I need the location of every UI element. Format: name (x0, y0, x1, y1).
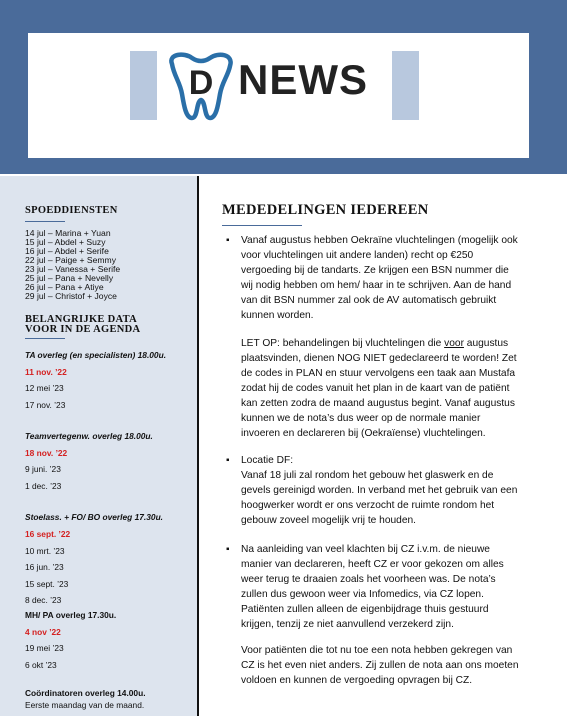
meeting-heading: Coördinatoren overleg 14.00u. (25, 688, 146, 698)
text-fragment: augustus (463, 338, 509, 349)
bullet-icon: ▪ (226, 544, 230, 555)
duties-rule (25, 221, 65, 222)
meeting-heading: MH/ PA overleg 17.30u. (25, 610, 117, 620)
duties-title: SPOEDDIENSTEN (25, 205, 118, 216)
text-line: CZ is het even niet anders. Zij zullen de nota aan ons moeten (241, 660, 519, 671)
duty-item: 29 jul – Christof + Joyce (25, 291, 117, 301)
text-line: plaatsvinden, dienen NOG NIET gedeclareerd te worden! Zet (241, 353, 517, 364)
text-line: invoeren en declareren bij (Oekraïense) vluchtelingen. (241, 428, 486, 439)
text-line (241, 336, 546, 351)
text-line: wij nodig hebben om hem/ haar in te schrijven. Aan de hand (241, 280, 512, 291)
text-line: vergoeding bij de tandarts. Ze krijgen een BSN nummer die (241, 265, 509, 276)
text-line: Locatie DF: (241, 455, 294, 466)
meeting-date: 19 mei ’23 (25, 643, 64, 653)
meeting-date: 17 nov. ’23 (25, 400, 66, 410)
duty-item: 14 jul – Marina + Yuan (25, 228, 111, 238)
meeting-date: 16 sept. ’22 (25, 529, 71, 539)
duty-item: 22 jul – Paige + Semmy (25, 255, 116, 265)
text-line: kunnen we de nota’s dus weer op de normale manier (241, 413, 481, 424)
text-line: Na aanleiding van veel klachten bij CZ i.v.m. de nieuwe (241, 544, 490, 555)
text-line: weer terug te draaien zoals het voorheen was. De nota’s (241, 574, 496, 585)
dates-title: VOOR IN DE AGENDA (25, 324, 141, 335)
meeting-note: Eerste maandag van de maand. (25, 700, 145, 710)
tooth-logo-icon (160, 50, 242, 122)
text-line: de codes in PLAN en stuur vervolgens een taak aan Mustafa (241, 368, 516, 379)
duty-item: 15 jul – Abdel + Suzy (25, 237, 106, 247)
text-line: hoogwerker wordt er ons verzocht de ruimte rondom het (241, 500, 495, 511)
meeting-date: 9 juni. ’23 (25, 464, 61, 474)
announcement-refugees (241, 233, 546, 323)
meeting-date: 4 nov ’22 (25, 627, 61, 637)
meeting-date: 15 sept. ’23 (25, 579, 69, 589)
meeting-date: 6 okt ’23 (25, 660, 57, 670)
announcements-title: MEDEDELINGEN IEDEREEN (222, 202, 429, 218)
logo-letter: D (188, 64, 214, 102)
announcement-location-df (241, 453, 546, 528)
text-fragment: LET OP: behandelingen bij vluchtelingen die (241, 338, 445, 349)
announcement-cz-patients (241, 643, 546, 688)
text-line: gevels gereinigd worden. In verband met het gebruik van een (241, 485, 518, 496)
text-line: manier van declareren, heeft CZ er voor gekozen om alles (241, 559, 504, 570)
text-line: zodat hij de codes vanuit het plan in de kaart van de patiënt (241, 383, 510, 394)
text-line: Patiënten zullen alleen de eigenbijdrage thuis gestuurd (241, 604, 489, 615)
meeting-date: 12 mei ’23 (25, 383, 64, 393)
text-line: Voor patiënten die tot nu toe een nota hebben gekregen van (241, 645, 513, 656)
meeting-date: 16 jun. ’23 (25, 562, 64, 572)
banner-right-panel (392, 51, 419, 120)
dates-rule (25, 338, 65, 339)
text-line: krijgen, tenzij ze niet aanvullend verzekerd zijn. (241, 619, 454, 630)
meeting-heading: TA overleg (en specialisten) 18.00u. (25, 350, 167, 360)
meeting-date: 11 nov. ’22 (25, 367, 67, 377)
text-line: Vanaf augustus hebben Oekraïne vluchtelingen (mogelijk ook (241, 235, 518, 246)
text-line: van dit BSN nummer zal ook de AV automatisch gebruikt (241, 295, 497, 306)
meeting-heading: Stoelass. + FO/ BO overleg 17.30u. (25, 512, 164, 522)
duty-item: 16 jul – Abdel + Serife (25, 246, 109, 256)
duty-item: 26 jul – Pana + Atiye (25, 282, 104, 292)
banner-left-panel (130, 51, 157, 120)
meeting-date: 10 mrt. ’23 (25, 546, 65, 556)
logo-text: NEWS (238, 56, 368, 103)
announcement-let-op (241, 336, 546, 441)
text-line: voldoen en kunnen de vergoeding opvragen bij CZ. (241, 675, 473, 686)
dates-title: BELANGRIJKE DATA (25, 314, 138, 325)
bullet-icon: ▪ (226, 235, 230, 246)
duty-item: 23 jul – Vanessa + Serife (25, 264, 121, 274)
meeting-date: 18 nov. ’22 (25, 448, 68, 458)
meeting-date: 1 dec. ’23 (25, 481, 62, 491)
text-line: voor vluchtelingen uit andere landen) recht op €250 (241, 250, 474, 261)
text-line: kan zetten zodra de maand augustus begint. Vanaf augustus (241, 398, 515, 409)
text-line: gebouw zoveel mogelijk vrij te houden. (241, 515, 416, 526)
announcement-cz (241, 542, 546, 632)
announcements-rule (222, 225, 302, 226)
bullet-icon: ▪ (226, 455, 230, 466)
duty-item: 25 jul – Pana + Nevelly (25, 273, 114, 283)
meeting-heading: Teamvertegenw. overleg 18.00u. (25, 431, 153, 441)
meeting-date: 8 dec. ’23 (25, 595, 62, 605)
text-line: zullen dus gewoon weer via Infomedics, via CZ lopen. (241, 589, 484, 600)
underlined-word: voor (444, 338, 464, 349)
text-line: kunnen worden. (241, 310, 314, 321)
text-line: Vanaf 18 juli zal rondom het gebouw het glaswerk en de (241, 470, 494, 481)
column-divider (197, 176, 199, 716)
